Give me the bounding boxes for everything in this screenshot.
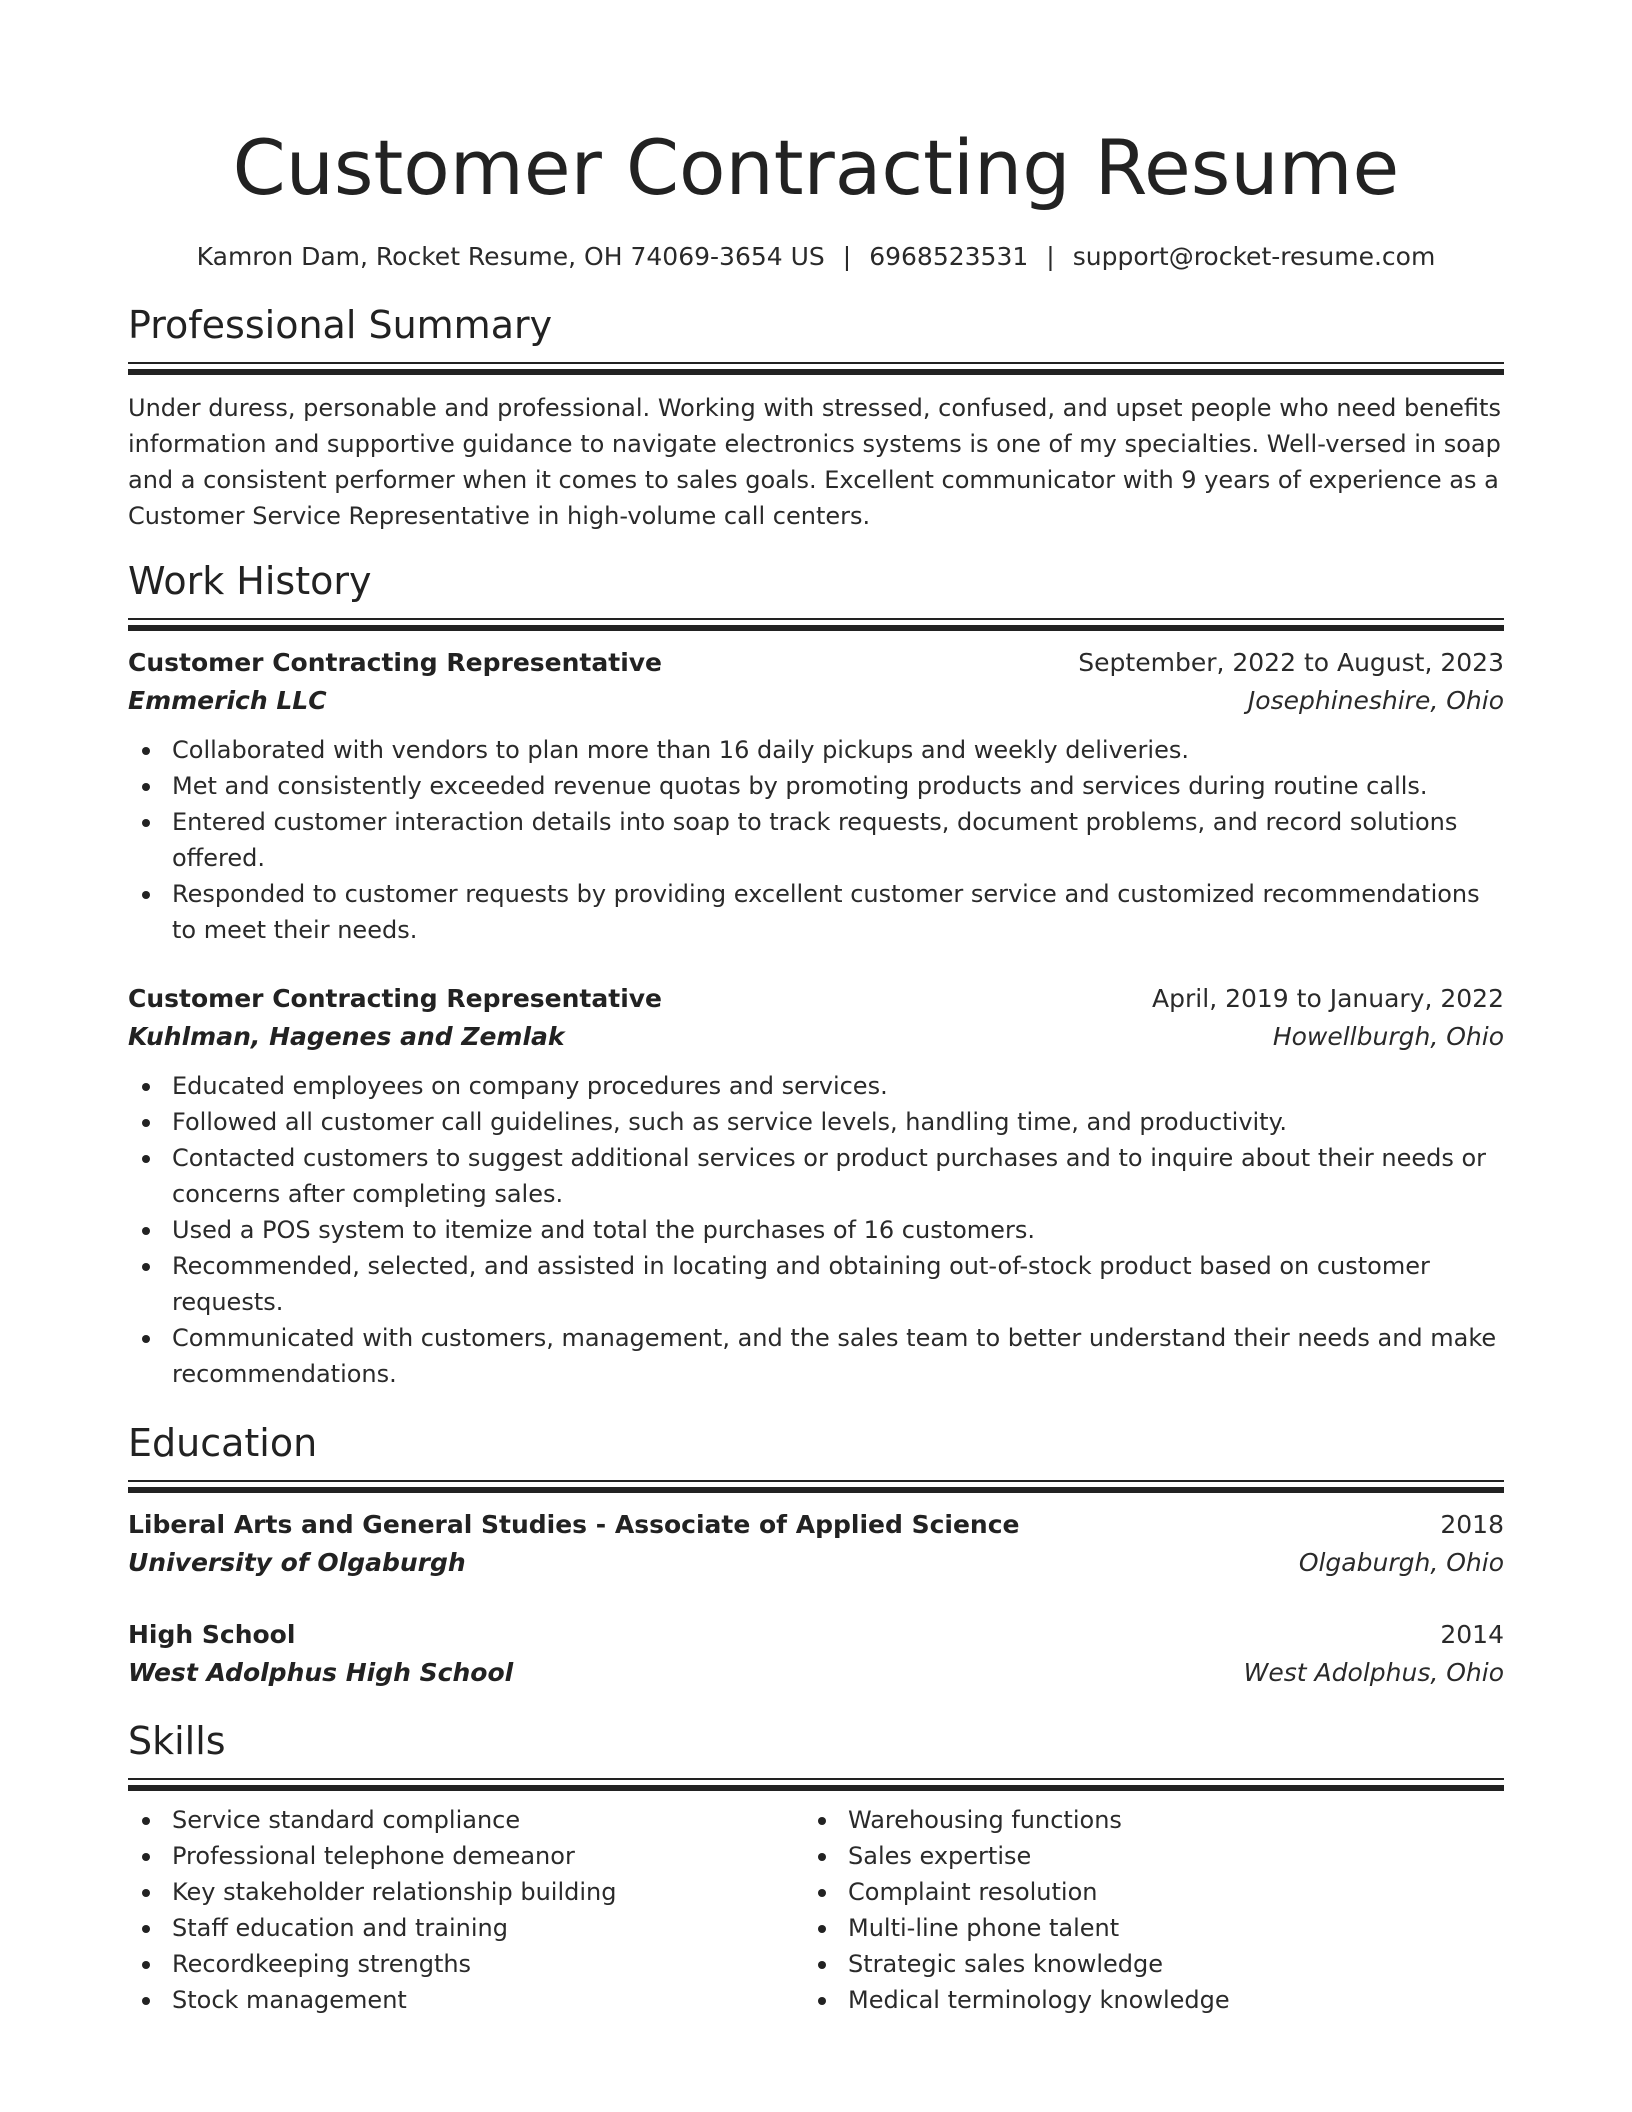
job-dates: April, 2019 to January, 2022 — [1152, 984, 1504, 1013]
job-title: Customer Contracting Representative — [128, 984, 663, 1013]
skill-item: Warehousing functions — [804, 1802, 1480, 1838]
job-header-row — [128, 644, 1504, 682]
summary-text: Under duress, personable and professional. Working with stressed, confused, and upset people who need benefits information and supportive guidance to navigate electronics systems is one of my specialties. Well-versed in soap and a consistent performer when it comes to sales goals. Excellent communicator with 9 years of experience as a Customer Service Representative in high-volume call centers. — [128, 394, 1501, 530]
education-header-row — [128, 1616, 1504, 1654]
resume-page — [128, 0, 1504, 2018]
contact-email: support@rocket-resume.com — [1072, 242, 1436, 271]
list-item: Educated employees on company procedures and services. — [128, 1068, 1504, 1104]
skill-item: Recordkeeping strengths — [128, 1946, 804, 1982]
job-bullets — [128, 1068, 1504, 1392]
skill-item: Multi-line phone talent — [804, 1910, 1480, 1946]
job-company-row — [128, 1018, 1504, 1056]
skill-item: Stock management — [128, 1982, 804, 2018]
education-school: University of Olgaburgh — [128, 1548, 466, 1577]
section-divider — [128, 1480, 1504, 1492]
skills-columns — [128, 1802, 1504, 2018]
skill-item: Medical terminology knowledge — [804, 1982, 1480, 2018]
section-divider — [128, 362, 1504, 374]
job-header-row — [128, 980, 1504, 1018]
education-school: West Adolphus High School — [128, 1658, 514, 1687]
education-degree: High School — [128, 1620, 296, 1649]
list-item: Communicated with customers, management, and the sales team to better understand their needs and make recommendations. — [128, 1320, 1504, 1392]
work-section — [128, 556, 1504, 1392]
skill-item: Complaint resolution — [804, 1874, 1480, 1910]
list-item: Met and consistently exceeded revenue quotas by promoting products and services during routine calls. — [128, 768, 1504, 804]
skill-item: Professional telephone demeanor — [128, 1838, 804, 1874]
section-heading-work: Work History — [128, 559, 372, 603]
education-school-row — [128, 1544, 1504, 1582]
section-heading-education: Education — [128, 1421, 318, 1465]
education-year: 2014 — [1440, 1620, 1504, 1649]
section-divider — [128, 1778, 1504, 1790]
skill-item: Service standard compliance — [128, 1802, 804, 1838]
section-heading-summary: Professional Summary — [128, 303, 553, 347]
list-item: Recommended, selected, and assisted in locating and obtaining out-of-stock product based on customer requests. — [128, 1248, 1504, 1320]
job-dates: September, 2022 to August, 2023 — [1078, 648, 1504, 677]
skills-section — [128, 1716, 1504, 2018]
section-divider — [128, 618, 1504, 630]
list-item: Entered customer interaction details into soap to track requests, document problems, and record solutions offered. — [128, 804, 1504, 876]
list-item: Responded to customer requests by providing excellent customer service and customized recommendations to meet their needs. — [128, 876, 1504, 948]
education-location: West Adolphus, Ohio — [1243, 1658, 1504, 1687]
list-item: Used a POS system to itemize and total the purchases of 16 customers. — [128, 1212, 1504, 1248]
contact-phone: 6968523531 — [869, 242, 1029, 271]
education-section — [128, 1418, 1504, 1692]
job-company: Emmerich LLC — [128, 686, 327, 715]
education-location: Olgaburgh, Ohio — [1298, 1548, 1504, 1577]
skill-item: Sales expertise — [804, 1838, 1480, 1874]
job-entry — [128, 644, 1504, 948]
education-entry — [128, 1616, 1504, 1692]
list-item: Followed all customer call guidelines, such as service levels, handling time, and productivity. — [128, 1104, 1504, 1140]
skill-item: Strategic sales knowledge — [804, 1946, 1480, 1982]
education-school-row — [128, 1654, 1504, 1692]
contact-separator: | — [1046, 242, 1055, 271]
skills-list-left — [128, 1802, 804, 2018]
job-company-row — [128, 682, 1504, 720]
job-company: Kuhlman, Hagenes and Zemlak — [128, 1022, 565, 1051]
section-heading-skills: Skills — [128, 1719, 226, 1763]
list-item: Contacted customers to suggest additional services or product purchases and to inquire about their needs or concerns after completing sales. — [128, 1140, 1504, 1212]
education-entry — [128, 1506, 1504, 1582]
skill-item: Key stakeholder relationship building — [128, 1874, 804, 1910]
job-location: Josephineshire, Ohio — [1247, 686, 1504, 715]
job-entry — [128, 980, 1504, 1392]
contact-line — [128, 240, 1504, 274]
page-title: Customer Contracting Resume — [232, 123, 1400, 212]
contact-separator: | — [842, 242, 852, 271]
job-bullets — [128, 732, 1504, 948]
contact-address: Kamron Dam, Rocket Resume, OH 74069-3654 US — [196, 242, 825, 271]
skill-item: Staff education and training — [128, 1910, 804, 1946]
skills-list-right — [804, 1802, 1480, 2018]
education-year: 2018 — [1440, 1510, 1504, 1539]
list-item: Collaborated with vendors to plan more than 16 daily pickups and weekly deliveries. — [128, 732, 1504, 768]
summary-section — [128, 300, 1504, 534]
education-degree: Liberal Arts and General Studies - Associate of Applied Science — [128, 1510, 1020, 1539]
education-header-row — [128, 1506, 1504, 1544]
job-location: Howellburgh, Ohio — [1272, 1022, 1504, 1051]
job-title: Customer Contracting Representative — [128, 648, 663, 677]
